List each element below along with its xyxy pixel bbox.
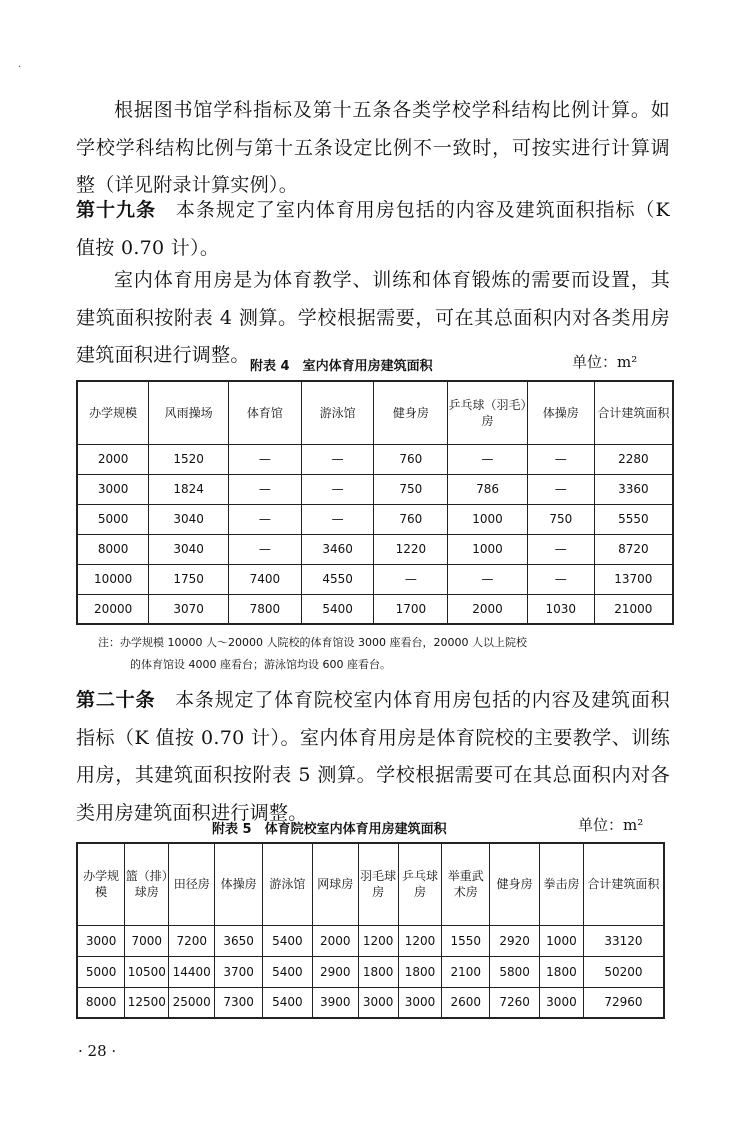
- table-cell: 1824: [149, 474, 229, 504]
- table4-note: [98, 632, 678, 676]
- table4-header-cell: 风雨操场: [149, 381, 229, 444]
- table-cell: 1520: [149, 444, 229, 474]
- table4-caption: 附表 4 室内体育用房建筑面积: [250, 359, 433, 374]
- table-cell: 3040: [149, 504, 229, 534]
- table-row: [77, 504, 673, 534]
- table-cell: 1700: [374, 594, 448, 624]
- table-cell: 5400: [301, 594, 374, 624]
- table-cell: 50200: [583, 956, 664, 987]
- table-cell: 25000: [169, 987, 215, 1018]
- table-cell: 3000: [77, 925, 125, 956]
- table-row: [77, 987, 664, 1018]
- table-cell: 3000: [358, 987, 398, 1018]
- article-19-body: 本条规定了室内体育用房包括的内容及建筑面积指标（K 值按 0.70 计）。: [76, 199, 670, 259]
- table-cell: 7000: [125, 925, 169, 956]
- scan-speck: ·: [18, 62, 22, 73]
- table-cell: 2100: [442, 956, 490, 987]
- table-cell: 1750: [149, 564, 229, 594]
- table-cell: 2600: [442, 987, 490, 1018]
- table-row: [77, 534, 673, 564]
- table-cell: 10500: [125, 956, 169, 987]
- table-cell: 3700: [215, 956, 263, 987]
- table-cell: 3000: [540, 987, 584, 1018]
- table5-header-cell: 羽毛球房: [358, 843, 398, 925]
- table-cell: 1800: [540, 956, 584, 987]
- table-cell: 8000: [77, 534, 149, 564]
- table4-header-cell: 体操房: [527, 381, 594, 444]
- table5-header-cell: 办学规模: [77, 843, 125, 925]
- table-cell: —: [229, 534, 302, 564]
- table-cell: 760: [374, 444, 448, 474]
- table-cell: 2000: [312, 925, 358, 956]
- table-cell: —: [527, 444, 594, 474]
- article-19: [76, 192, 670, 267]
- table-cell: 3460: [301, 534, 374, 564]
- table-cell: 1800: [398, 956, 442, 987]
- table5-header-cell: 体操房: [215, 843, 263, 925]
- table5-header-row: [77, 843, 664, 925]
- table-cell: 7300: [215, 987, 263, 1018]
- paragraph-library-index: 根据图书馆学科指标及第十五条各类学校学科结构比例计算。如学校学科结构比例与第十五条设定比例不一致时，可按实进行计算调整（详见附录计算实例）。: [76, 99, 670, 196]
- table5-caption: 附表 5 体育院校室内体育用房建筑面积: [212, 822, 447, 837]
- table-row: [77, 444, 673, 474]
- table-cell: 1000: [448, 534, 528, 564]
- table-cell: 8720: [594, 534, 673, 564]
- table5-unit: 单位：m²: [578, 816, 644, 834]
- table-cell: —: [229, 474, 302, 504]
- table4-header-cell: 合计建筑面积: [594, 381, 673, 444]
- table-cell: 1030: [527, 594, 594, 624]
- table-cell: 2900: [312, 956, 358, 987]
- page-number: · 28 ·: [78, 1042, 117, 1060]
- table-cell: 7200: [169, 925, 215, 956]
- table-cell: 1220: [374, 534, 448, 564]
- article-20-heading: 第二十条: [76, 689, 156, 711]
- table4-note-line1: 注：办学规模 10000 人～20000 人院校的体育馆设 3000 座看台，20000 人以上院校: [98, 636, 527, 649]
- table-cell: 5400: [263, 987, 313, 1018]
- table-cell: —: [527, 474, 594, 504]
- table-cell: —: [301, 474, 374, 504]
- table4: [76, 380, 674, 625]
- table-cell: 2000: [448, 594, 528, 624]
- table-row: [77, 925, 664, 956]
- table4-unit: 单位：m²: [572, 353, 638, 371]
- table-cell: 3070: [149, 594, 229, 624]
- table4-note-line2: 的体育馆设 4000 座看台；游泳馆均设 600 座看台。: [130, 658, 391, 671]
- article-19-heading: 第十九条: [76, 199, 156, 221]
- table5-header-cell: 网球房: [312, 843, 358, 925]
- table-cell: 3900: [312, 987, 358, 1018]
- table-row: [77, 564, 673, 594]
- table5-header-cell: 拳击房: [540, 843, 584, 925]
- table-cell: 3000: [398, 987, 442, 1018]
- table-cell: 3360: [594, 474, 673, 504]
- table-cell: 750: [374, 474, 448, 504]
- table5-header-cell: 举重武术房: [442, 843, 490, 925]
- table-cell: 5400: [263, 956, 313, 987]
- table5-header-cell: 乒乓球房: [398, 843, 442, 925]
- table-cell: 3000: [77, 474, 149, 504]
- table-cell: 1550: [442, 925, 490, 956]
- table-cell: 4550: [301, 564, 374, 594]
- table-cell: 3040: [149, 534, 229, 564]
- table-cell: —: [448, 444, 528, 474]
- table-cell: 2280: [594, 444, 673, 474]
- table-cell: 1800: [358, 956, 398, 987]
- table-cell: 750: [527, 504, 594, 534]
- table4-header-cell: 游泳馆: [301, 381, 374, 444]
- table-cell: 8000: [77, 987, 125, 1018]
- table-cell: 33120: [583, 925, 664, 956]
- table-cell: 3650: [215, 925, 263, 956]
- table-cell: —: [374, 564, 448, 594]
- table-cell: 7400: [229, 564, 302, 594]
- table-cell: 7260: [490, 987, 540, 1018]
- table-cell: 5400: [263, 925, 313, 956]
- table-row: [77, 956, 664, 987]
- table5-header-cell: 合计建筑面积: [583, 843, 664, 925]
- table-cell: —: [301, 504, 374, 534]
- article-20: [76, 682, 670, 832]
- table-cell: 1200: [358, 925, 398, 956]
- table5-header-cell: 篮（排）球房: [125, 843, 169, 925]
- table4-header-cell: 健身房: [374, 381, 448, 444]
- table-cell: —: [527, 564, 594, 594]
- table-cell: —: [448, 564, 528, 594]
- table4-header-row: [77, 381, 673, 444]
- table4-header-cell: 体育馆: [229, 381, 302, 444]
- table-cell: 12500: [125, 987, 169, 1018]
- table-cell: 5000: [77, 504, 149, 534]
- table-cell: 760: [374, 504, 448, 534]
- table-cell: 5000: [77, 956, 125, 987]
- table5-header-cell: 田径房: [169, 843, 215, 925]
- table5-header-cell: 健身房: [490, 843, 540, 925]
- table-cell: 1000: [448, 504, 528, 534]
- table-row: [77, 594, 673, 624]
- table-cell: 10000: [77, 564, 149, 594]
- table-cell: —: [229, 504, 302, 534]
- table4-header-cell: 办学规模: [77, 381, 149, 444]
- table-cell: 5800: [490, 956, 540, 987]
- table-cell: 1000: [540, 925, 584, 956]
- table-cell: 72960: [583, 987, 664, 1018]
- table-cell: 14400: [169, 956, 215, 987]
- table-cell: 786: [448, 474, 528, 504]
- table-cell: 20000: [77, 594, 149, 624]
- table5: [76, 842, 665, 1019]
- table-row: [77, 474, 673, 504]
- table-cell: 13700: [594, 564, 673, 594]
- table-cell: 7800: [229, 594, 302, 624]
- table-cell: 1200: [398, 925, 442, 956]
- table-cell: 2000: [77, 444, 149, 474]
- table-cell: 5550: [594, 504, 673, 534]
- table-cell: —: [301, 444, 374, 474]
- table5-header-cell: 游泳馆: [263, 843, 313, 925]
- table-cell: 21000: [594, 594, 673, 624]
- table-cell: —: [229, 444, 302, 474]
- paragraph-indoor-sports: 室内体育用房是为体育教学、训练和体育锻炼的需要而设置，其建筑面积按附表 4 测算。学校根据需要，可在其总面积内对各类用房建筑面积进行调整。: [76, 269, 670, 366]
- article-20-body: 本条规定了体育院校室内体育用房包括的内容及建筑面积指标（K 值按 0.70 计）。室内体育用房是体育院校的主要教学、训练用房，其建筑面积按附表 5 测算。学校根据需要可在其总面积内对各类用房建筑面积进行调整。: [76, 689, 670, 824]
- table-cell: —: [527, 534, 594, 564]
- table4-header-cell: 乒乓球（羽毛）房: [448, 381, 528, 444]
- table-cell: 2920: [490, 925, 540, 956]
